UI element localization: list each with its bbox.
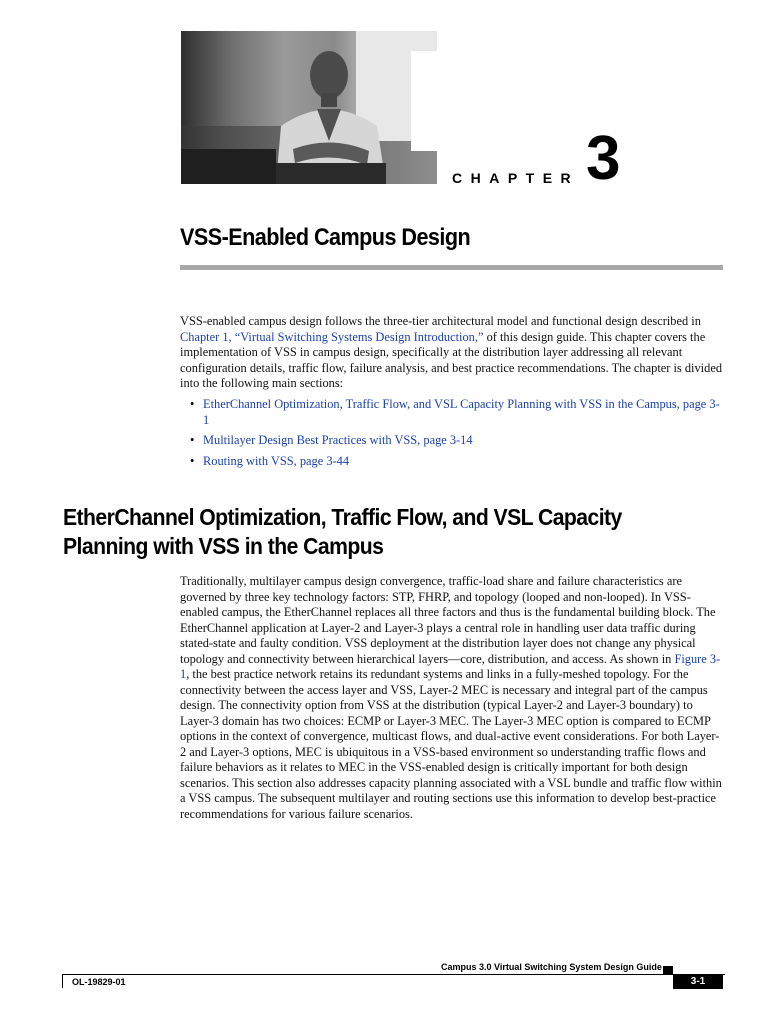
intro-paragraph [180,314,723,392]
person-photo-illustration [181,31,437,184]
section-list [190,397,720,474]
footer-tick [62,974,63,988]
section-heading-line-2: Planning with VSS in the Campus [63,533,384,559]
section-link-routing[interactable]: Routing with VSS, page 3-44 [203,453,350,468]
bullet-icon: • [190,397,195,411]
list-item [190,433,720,449]
bullet-icon: • [190,453,195,468]
footer-doc-number: OL-19829-01 [72,977,126,987]
bullet-icon: • [190,433,195,447]
figure-3-1-link[interactable]: Figure 3-1 [180,651,721,681]
footer-page-number: 3-1 [673,975,723,989]
section-heading-line-1: EtherChannel Optimization, Traffic Flow, and VSL Capacity [63,504,622,530]
list-item [190,454,720,470]
footer-guide-title: Campus 3.0 Virtual Switching System Design Guide [441,962,662,972]
intro-text-end: of this design guide. This chapter covers the implementation of VSS in campus design, specifically at the distribution layer addressing all relevant configuration details, traffic flow, failure analysis, and best practice recommendations. The chapter is divided into the following main sections: [180,329,723,390]
section-text-start: Traditionally, multilayer campus design convergence, traffic-load share and failure characteristics are governed by three key technology factors: STP, FHRP, and topology (looped and non-looped). In VSS-enabled campus, the EtherChannel replaces all three factors and thus is the fundamental building block. The EtherChannel application at Layer-2 and Layer-3 plays a central role in handling user data traffic during stated-state and faulty condition. VSS deployment at the distribution layer does not change any physical topology and connectivity between hierarchical layers—core, distribution, and access. As shown in [180,574,716,666]
section-link-multilayer[interactable]: Multilayer Design Best Practices with VSS, page 3-14 [203,433,473,447]
list-item [190,397,720,428]
intro-text-start: VSS-enabled campus design follows the three-tier architectural model and functional design described in [180,314,701,328]
title-rule [180,265,723,270]
chapter-number: 3 [586,124,621,193]
chapter-label: CHAPTER [452,170,580,186]
section-text-end: , the best practice network retains its redundant systems and links in a fully-meshed topology. For the connectivity between the access layer and VSS, Layer-2 MEC is necessary and integral part of the campus design. The connectivity option from VSS at the distribution (typical Layer-2 and Layer-3 boundary) to Layer-3 domain has two choices: ECMP or Layer-3 MEC. The Layer-3 MEC option is compared to ECMP options in the context of convergence, multicast flows, and dual-active event considerations. For both Layer-2 and Layer-3 options, MEC is ubiquitous in a VSS-based environment so understanding traffic flows and failure behaviors as it relates to MEC in the VSS-enabled design is critically important for both design scenarios. This section also addresses capacity planning associated with a VSL bundle and traffic flow within a VSS campus. The subsequent multilayer and routing sections use this information to develop best-practice recommendations for various failure scenarios. [180,667,722,821]
section-link-etherchannel[interactable]: EtherChannel Optimization, Traffic Flow, and VSL Capacity Planning with VSS in the Campus, page 3-1 [203,397,720,427]
footer-rule [62,974,725,975]
chapter-title: VSS-Enabled Campus Design [180,224,471,251]
section-heading [63,503,670,561]
section-paragraph [180,574,723,822]
chapter-photo [181,31,437,184]
chapter-1-link[interactable]: Chapter 1, “Virtual Switching Systems Design Introduction,” [180,329,484,344]
